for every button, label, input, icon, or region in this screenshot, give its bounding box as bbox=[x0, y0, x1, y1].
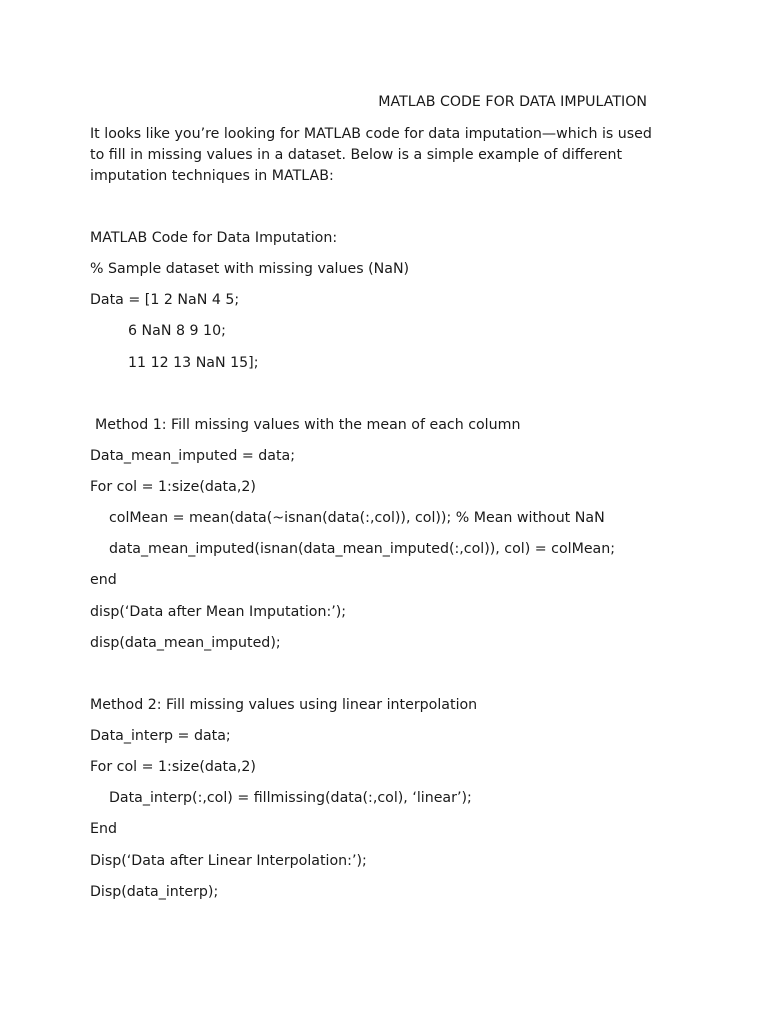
method2-code-line: Disp(data_interp); bbox=[90, 884, 219, 900]
method1-heading: Method 1: Fill missing values with the mean of each column bbox=[95, 417, 521, 433]
code-comment-sample: % Sample dataset with missing values (NaN) bbox=[90, 261, 410, 277]
method1-code-line: end bbox=[90, 572, 117, 588]
code-line-data-2: 6 NaN 8 9 10; bbox=[128, 323, 226, 339]
method1-code-line: Data_mean_imputed = data; bbox=[90, 448, 295, 464]
method2-code-line: End bbox=[90, 821, 117, 837]
method1-code-line: colMean = mean(data(~isnan(data(:,col)), col)); % Mean without NaN bbox=[109, 510, 605, 526]
method1-code-line: data_mean_imputed(isnan(data_mean_imputed(:,col)), col) = colMean; bbox=[109, 541, 616, 557]
method1-code-line: disp(‘Data after Mean Imputation:’); bbox=[90, 604, 347, 620]
code-line-data-1: Data = [1 2 NaN 4 5; bbox=[90, 292, 240, 308]
code-line-data-3: 11 12 13 NaN 15]; bbox=[128, 355, 259, 371]
method2-code-line: Data_interp(:,col) = fillmissing(data(:,col), ‘linear’); bbox=[109, 790, 472, 806]
method2-heading: Method 2: Fill missing values using linear interpolation bbox=[90, 697, 478, 713]
document-title: MATLAB CODE FOR DATA IMPULATION bbox=[378, 94, 647, 110]
method1-code-line: disp(data_mean_imputed); bbox=[90, 635, 281, 651]
method2-code-line: Data_interp = data; bbox=[90, 728, 231, 744]
method2-code-line: For col = 1:size(data,2) bbox=[90, 759, 256, 775]
method1-code-line: For col = 1:size(data,2) bbox=[90, 479, 256, 495]
section-heading: MATLAB Code for Data Imputation: bbox=[90, 230, 338, 246]
method2-code-line: Disp(‘Data after Linear Interpolation:’); bbox=[90, 853, 367, 869]
intro-paragraph: It looks like you’re looking for MATLAB code for data imputation—which is used to fill in missing values in a dataset. Below is a simple example of different imputation techniques in MATLAB: bbox=[90, 126, 652, 184]
